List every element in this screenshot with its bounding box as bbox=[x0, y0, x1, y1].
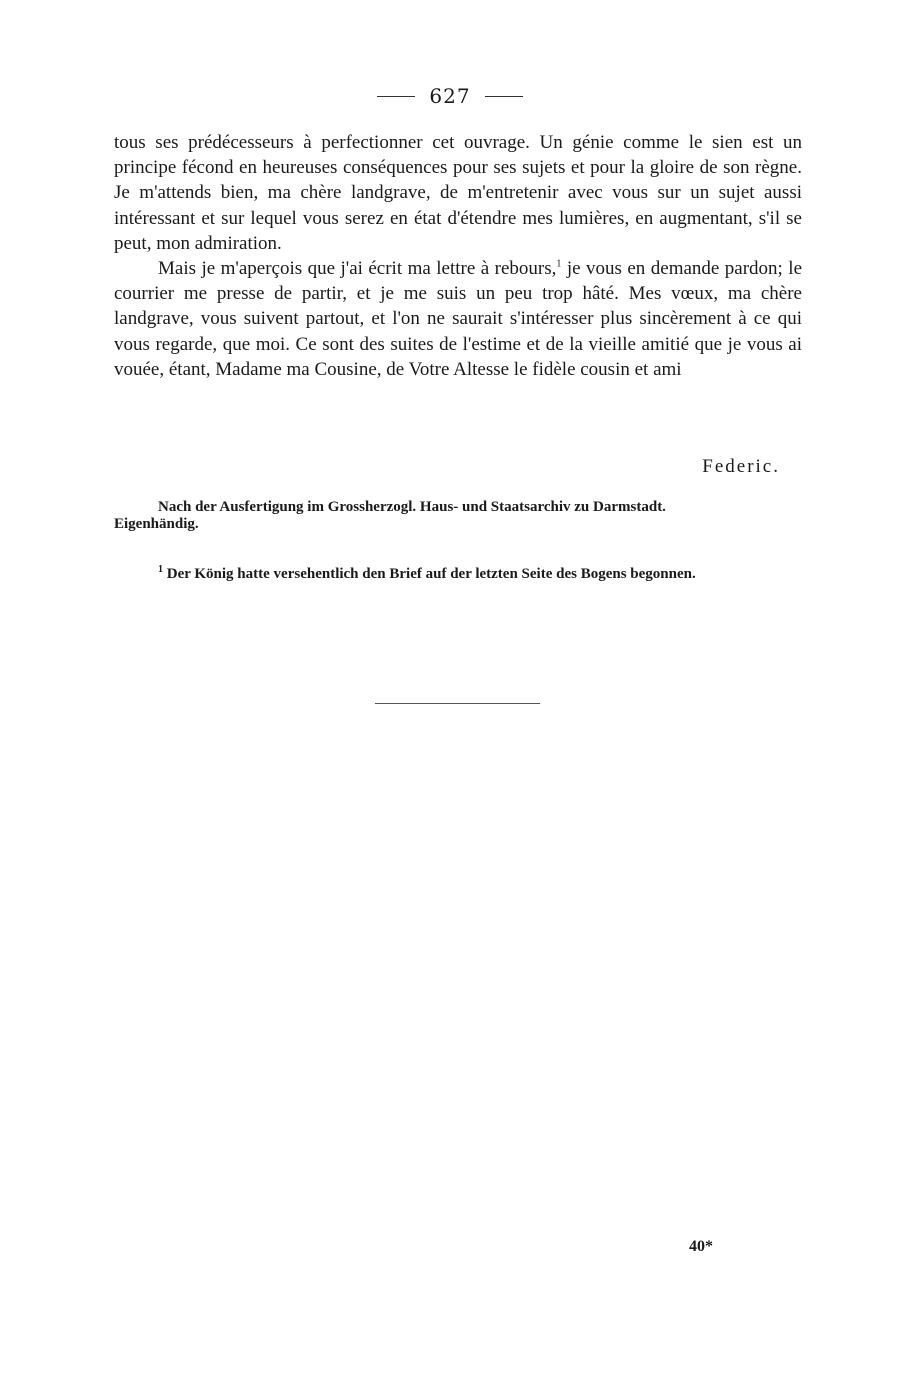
footnote-marker: 1 bbox=[158, 564, 163, 575]
printer-signature-mark: 40* bbox=[689, 1238, 713, 1255]
footnote-text: Der König hatte versehentlich den Brief auf der letzten Seite des Bogens begonnen. bbox=[163, 566, 696, 582]
source-note-line-1: Nach der Ausfertigung im Grossherzogl. Haus- und Staatsarchiv zu Darmstadt. bbox=[158, 499, 666, 515]
letter-body bbox=[114, 130, 802, 382]
source-note-line-2: Eigenhändig. bbox=[114, 516, 199, 532]
paragraph-1: tous ses prédécesseurs à perfectionner cet ouvrage. Un génie comme le sien est un principe fécond en heureuses conséquences pour ses sujets et pour la gloire de son règne. Je m'attends bien, ma chère landgrave, de m'entretenir avec vous sur un sujet aussi intéressant et sur lequel vous serez en état d'étendre mes lumières, en augmentant, s'il se peut, mon admiration. bbox=[114, 132, 802, 254]
page-number: 627 bbox=[429, 84, 471, 108]
page-header bbox=[0, 84, 900, 108]
source-note bbox=[114, 499, 802, 533]
paragraph-2-text-before: Mais je m'aperçois que j'ai écrit ma lettre à rebours, bbox=[158, 258, 557, 280]
paragraph-2-text-after: je vous en demande pardon; le courrier me presse de partir, et je me suis un peu trop hâté. Mes vœux, ma chère landgrave, vous suivent partout, et l'on ne saurait s'intéresser plus sincèrement à ce qui vous regarde, que moi. Ce sont des suites de l'estime et de la vieille amitié que je vous ai vouée, étant, Madame ma Cousine, de Votre Altesse le fidèle cousin et ami bbox=[114, 258, 803, 380]
header-dash-left bbox=[377, 96, 415, 97]
footnote bbox=[114, 565, 802, 583]
footnote-reference: 1 bbox=[556, 258, 562, 270]
header-dash-right bbox=[485, 96, 523, 97]
paragraph-2 bbox=[114, 256, 802, 382]
signature: Federic. bbox=[702, 456, 780, 477]
end-rule bbox=[375, 703, 540, 704]
